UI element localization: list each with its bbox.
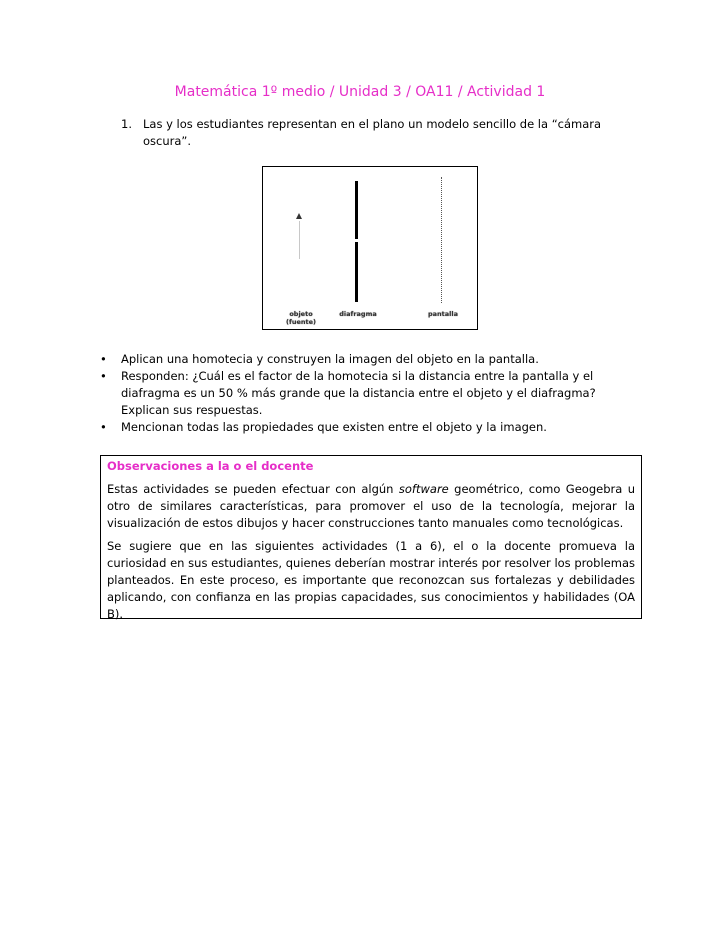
activity-text: Las y los estudiantes representan en el plano un modelo sencillo de la “cámara oscura”.	[143, 117, 602, 148]
observations-title: Observaciones a la o el docente	[107, 459, 314, 473]
bullet-icon: •	[100, 420, 107, 434]
list-item-text: Aplican una homotecia y construyen la imagen del objeto en la pantalla.	[121, 352, 539, 366]
object-arrow-head	[296, 213, 302, 219]
camera-obscura-diagram	[262, 166, 478, 330]
screen-label: pantalla	[427, 310, 458, 318]
activity-item	[121, 116, 621, 150]
object-arrow-shaft	[299, 221, 300, 259]
observations-p1-start: Estas actividades se pueden efectuar con algún	[107, 482, 399, 496]
observations-paragraph-1	[107, 481, 635, 532]
task-list	[100, 351, 630, 436]
diaphragm-upper-bar	[355, 181, 358, 239]
observations-p1-emphasis: software	[398, 482, 449, 496]
activity-number: 1.	[121, 117, 132, 131]
bullet-icon: •	[100, 352, 107, 366]
observations-paragraph-2: Se sugiere que en las siguientes actividades (1 a 6), el o la docente promueva la curiosidad en sus estudiantes, quienes deberían mostrar interés por resolver los problemas planteados. En este proceso, es importante que reconozcan sus fortalezas y debilidades aplicando, con confianza en las propias capacidades, sus conocimientos y habilidades (OA B).	[107, 539, 635, 621]
object-label: objeto (fuente)	[286, 310, 316, 326]
bullet-icon: •	[100, 369, 107, 383]
diaphragm-lower-bar	[355, 242, 358, 302]
list-item-text: Mencionan todas las propiedades que existen entre el objeto y la imagen.	[121, 420, 547, 434]
observations-p1-end: geométrico, como Geogebra u otro de similares características, para promover el uso de la tecnología, mejorar la visualización de estos dibujos y hacer construcciones tanto manuales como tecnológicas.	[107, 482, 635, 530]
list-item-text: Responden: ¿Cuál es el factor de la homotecia si la distancia entre la pantalla y el diafragma es un 50 % más grande que la distancia entre el objeto y el diafragma? Explican sus respuestas.	[121, 369, 596, 417]
page-title: Matemática 1º medio / Unidad 3 / OA11 / Actividad 1	[174, 84, 546, 100]
screen-dotted-line	[441, 177, 442, 303]
list-item	[100, 368, 630, 419]
list-item	[100, 419, 630, 436]
teacher-observations-box	[100, 455, 642, 619]
diaphragm-label: diafragma	[339, 310, 377, 318]
list-item	[100, 351, 630, 368]
